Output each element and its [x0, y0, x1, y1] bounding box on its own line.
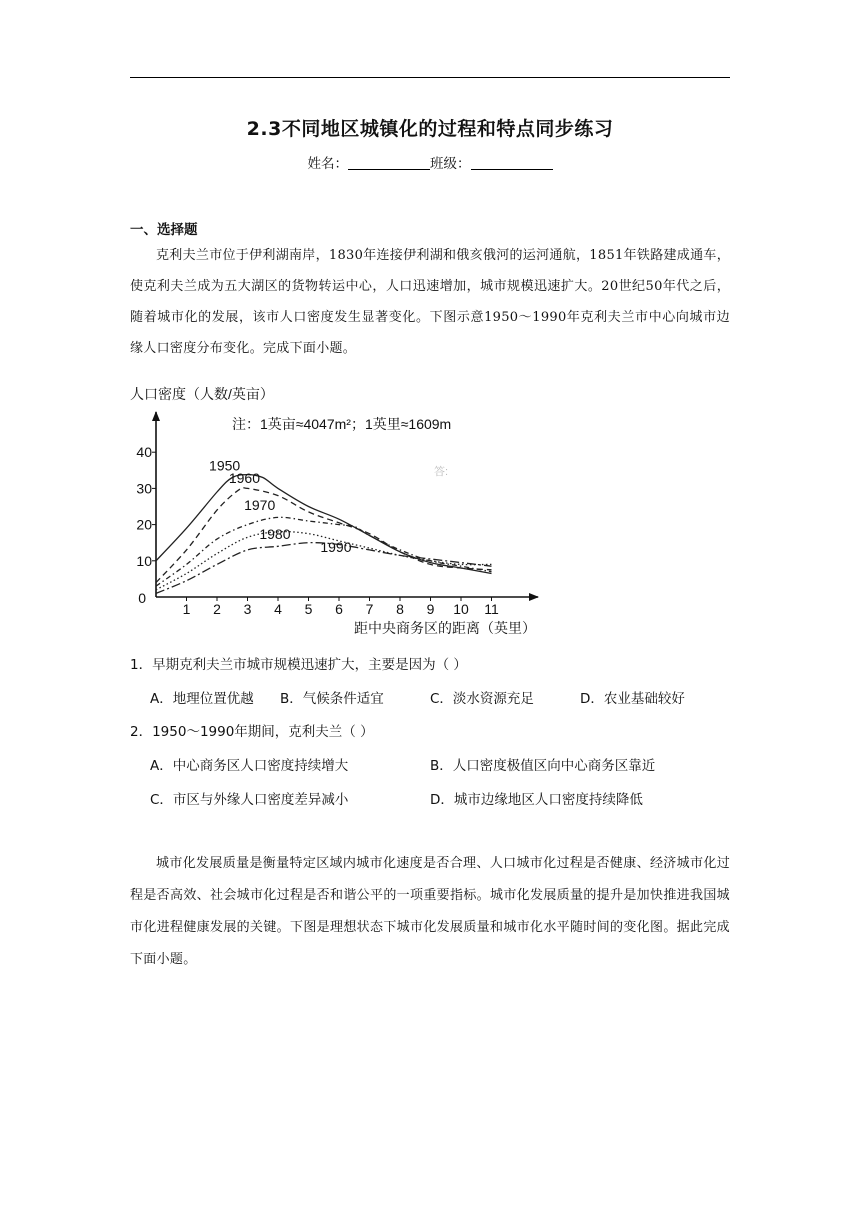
- header-rule: [130, 77, 730, 78]
- q1-option-a[interactable]: A．地理位置优越: [150, 691, 254, 707]
- q2-option-c[interactable]: C．市区与外缘人口密度差异减小: [150, 792, 349, 808]
- passage-cleveland: 克利夫兰市位于伊利湖南岸，1830年连接伊利湖和俄亥俄河的运河通航，1851年铁路建成通车，使克利夫兰成为五大湖区的货物转运中心，人口迅速增加，城市规模迅速扩大。20世纪50年代之后，随着城市化的发展，该市人口密度发生显著变化。下图示意1950～1990年克利夫兰市中心向城市边缘人口密度分布变化。完成下面小题。: [130, 248, 730, 356]
- y-axis-title: 人口密度（人数/英亩）: [130, 386, 274, 402]
- series-line-1950: [156, 475, 492, 574]
- faint-mark: 答:: [434, 466, 449, 478]
- y-tick-label: 40: [136, 444, 152, 461]
- x-tick-label: 5: [304, 601, 313, 617]
- series-label-1950: 1950: [209, 457, 241, 474]
- x-tick-label: 3: [243, 601, 252, 617]
- q1-option-b[interactable]: B．气候条件适宜: [280, 691, 384, 707]
- series-label-1980: 1980: [259, 526, 291, 543]
- passage-urbanization-quality: 城市化发展质量是衡量特定区域内城市化速度是否合理、人口城市化过程是否健康、经济城市化过程是否高效、社会城市化过程是否和谐公平的一项重要指标。城市化发展质量的提升是加快推进我国城市化进程健康发展的关键。下图是理想状态下城市化发展质量和城市化水平随时间的变化图。据此完成下面小题。: [130, 856, 730, 967]
- x-tick-label: 9: [426, 601, 435, 617]
- x-tick-label: 8: [396, 601, 404, 617]
- class-label: 班级：: [430, 156, 471, 172]
- series-line-1960: [156, 488, 492, 583]
- name-label: 姓名：: [307, 156, 348, 172]
- page-title: 2.3不同地区城镇化的过程和特点同步练习: [246, 118, 614, 140]
- q1-option-c[interactable]: C．淡水资源充足: [430, 691, 534, 707]
- q2-option-d[interactable]: D．城市边缘地区人口密度持续降低: [430, 792, 643, 808]
- x-axis-title: 距中央商务区的距离（英里）: [354, 620, 536, 636]
- section-heading: 一、选择题: [130, 222, 198, 238]
- y-tick-label: 10: [136, 552, 152, 569]
- y-tick-label: 20: [136, 516, 152, 533]
- q2-option-b[interactable]: B．人口密度极值区向中心商务区靠近: [430, 758, 656, 774]
- q2-option-a[interactable]: A．中心商务区人口密度持续增大: [150, 758, 349, 774]
- x-tick-label: 6: [335, 601, 343, 617]
- series-label-1960: 1960: [228, 469, 261, 486]
- q1-option-d[interactable]: D．农业基础较好: [580, 691, 685, 707]
- x-tick-label: 10: [453, 601, 469, 617]
- series-label-1970: 1970: [244, 497, 276, 514]
- question-2-stem: 2．1950～1990年期间，克利夫兰（ ）: [130, 724, 374, 740]
- class-blank[interactable]: [471, 157, 553, 170]
- x-tick-label: 4: [274, 601, 282, 617]
- x-tick-label: 11: [484, 601, 499, 617]
- student-info-line: [130, 152, 730, 172]
- question-1-stem: 1．早期克利夫兰市城市规模迅速扩大，主要是因为（ ）: [130, 657, 467, 673]
- name-blank[interactable]: [348, 157, 430, 170]
- chart-note: 注：1英亩≈4047m²；1英里≈1609m: [232, 416, 452, 432]
- x-tick-label: 2: [213, 601, 221, 617]
- x-tick-label: 1: [182, 601, 191, 617]
- series-label-1990: 1990: [320, 538, 352, 555]
- y-tick-label: 30: [136, 480, 152, 497]
- population-density-chart: [128, 378, 548, 640]
- origin-label: 0: [138, 590, 146, 606]
- x-tick-label: 7: [365, 601, 374, 617]
